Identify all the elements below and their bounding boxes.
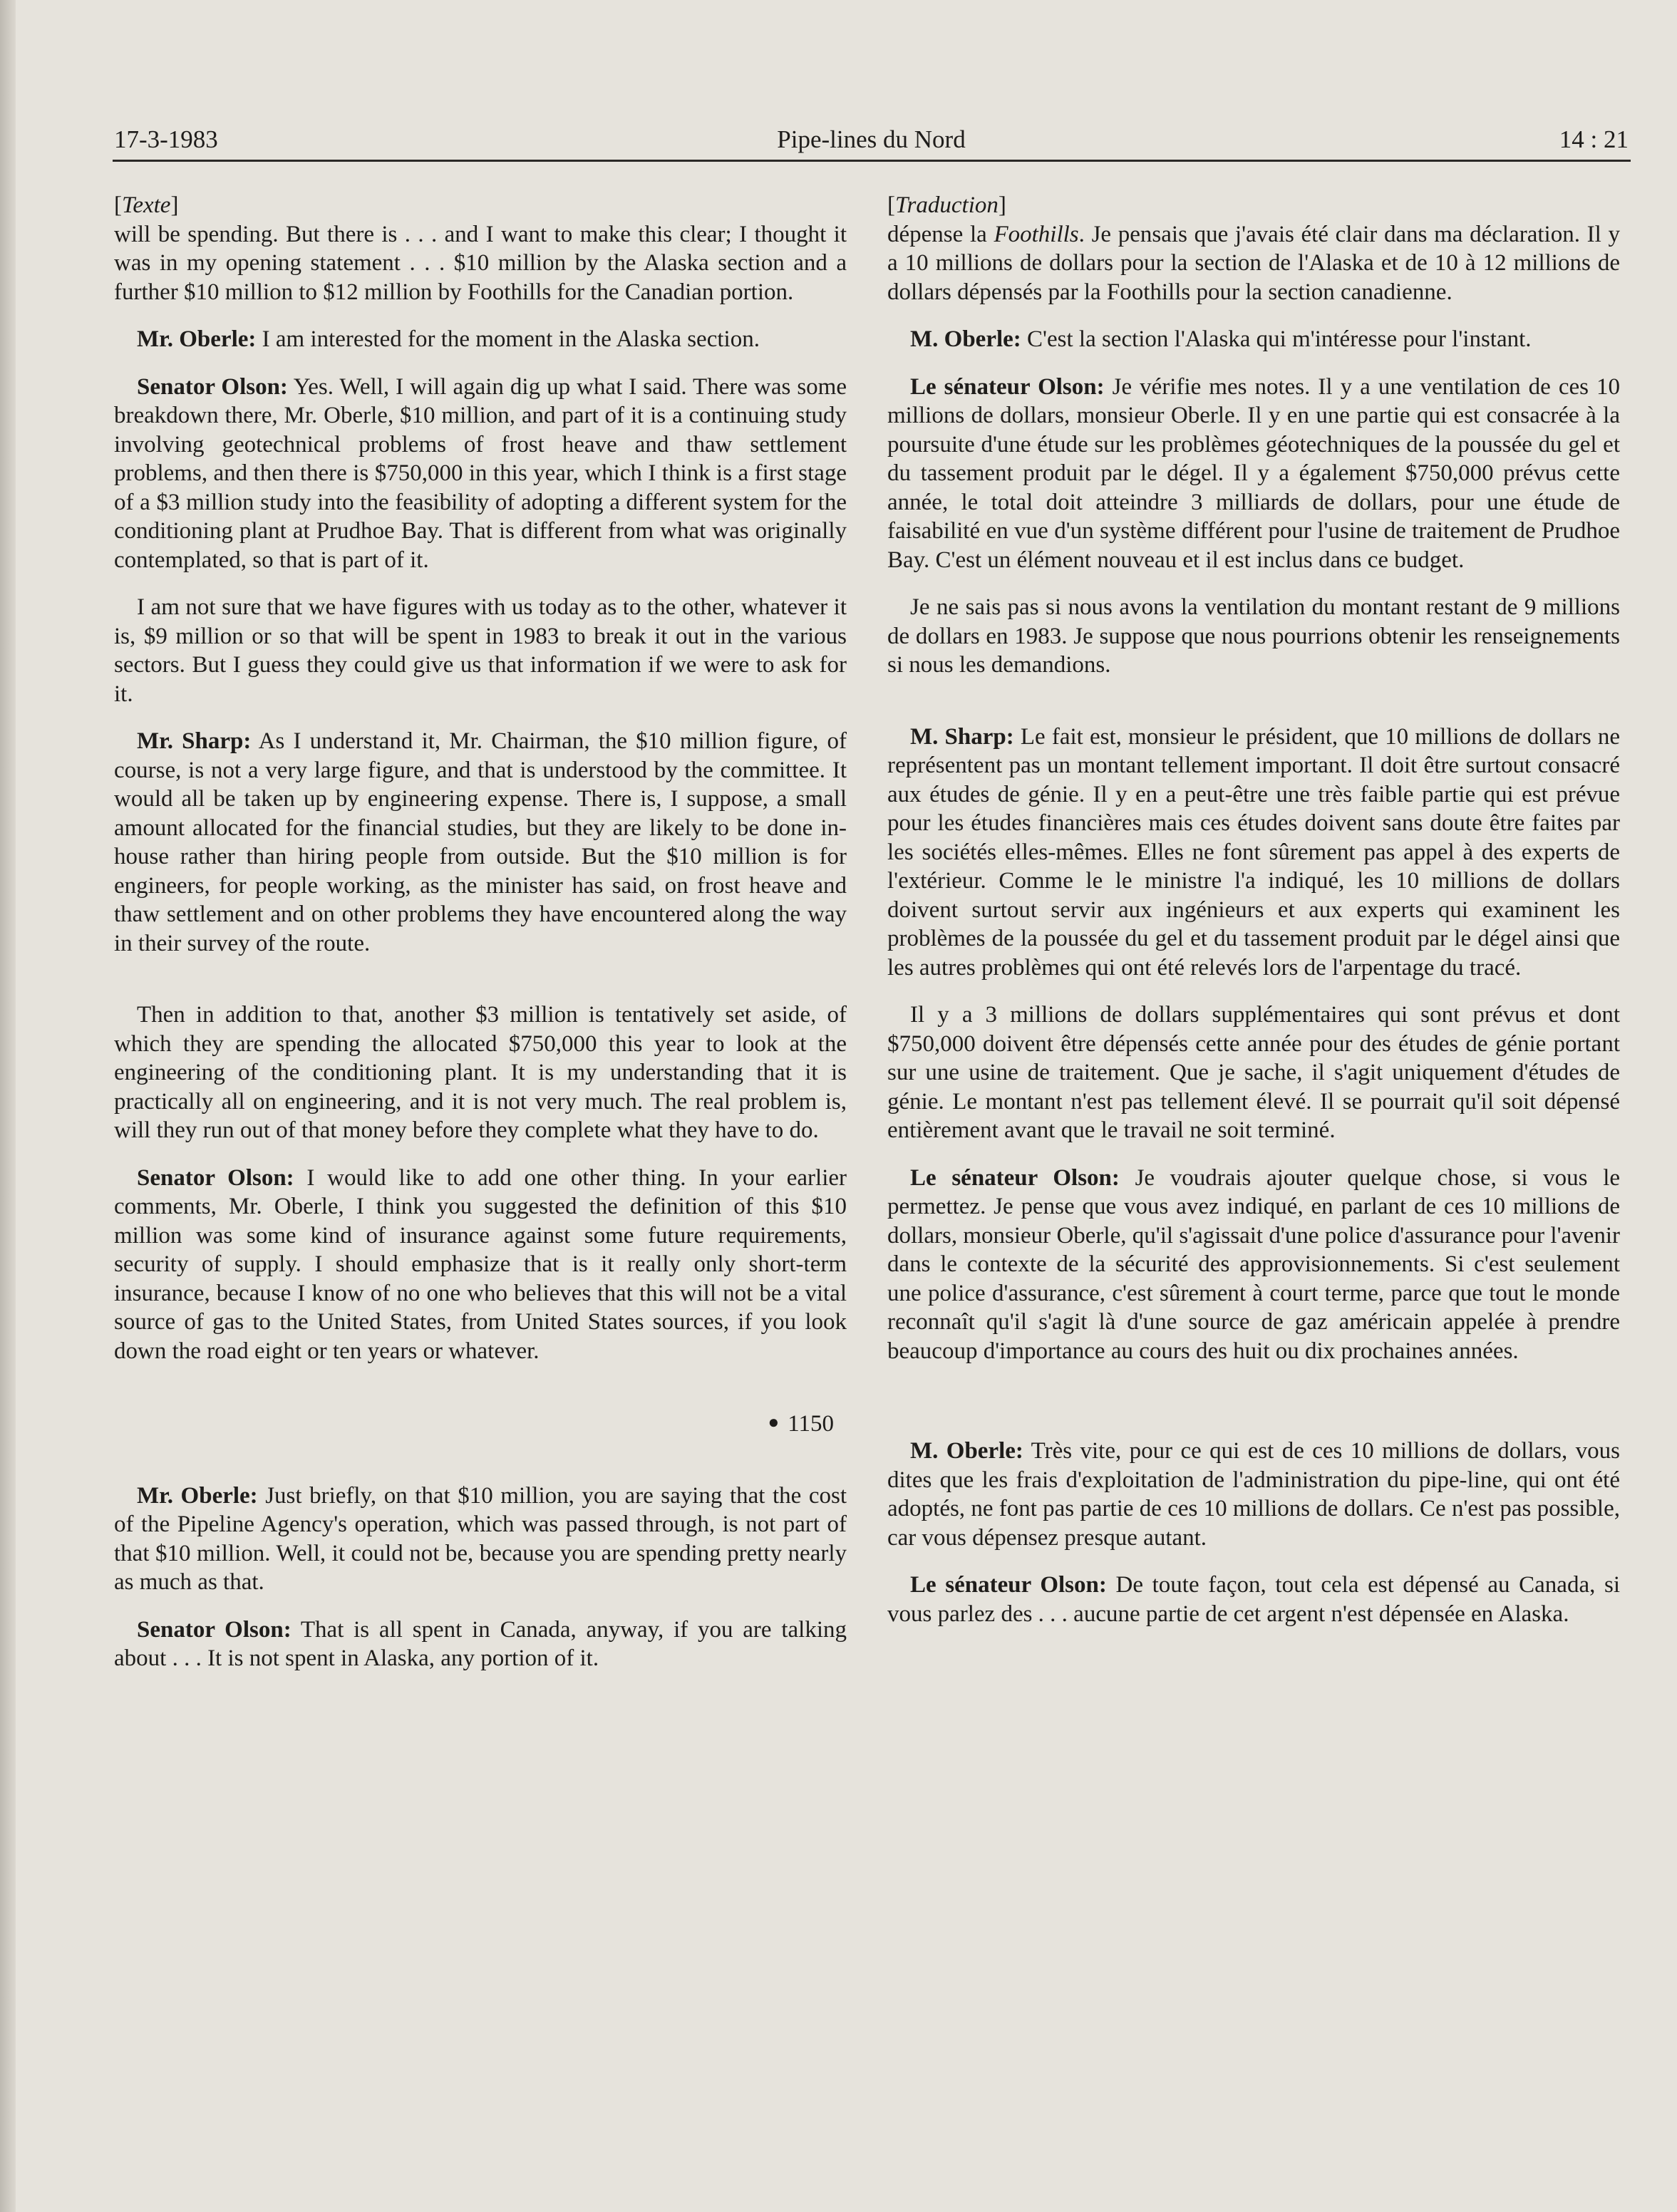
paragraph: I am not sure that we have figures with us today as to the other, whatever it is, $9 million or so that will be spent in 1983 to break it out in the various sectors. But I guess they could give us that information if we were to ask for it. (114, 594, 847, 707)
english-column (114, 191, 847, 1673)
paragraph: M. Oberle: C'est la section l'Alaska qui m'intéresse pour l'instant. (910, 326, 1532, 352)
speaker-name: Mr. Oberle: (137, 326, 257, 352)
time-marker: ● 1150 (768, 1411, 834, 1437)
header-page-number: 14 : 21 (1559, 125, 1629, 153)
paragraph: Senator Olson: That is all spent in Canada, anyway, if you are talking about . . . It is not spent in Alaska, any portion of it. (114, 1616, 847, 1671)
page-binding-shadow (0, 0, 16, 2212)
speaker-name: M. Oberle: (910, 1438, 1023, 1464)
bullet-icon: ● (768, 1412, 780, 1432)
paragraph: Senator Olson: Yes. Well, I will again dig up what I said. There was some breakdown there, Mr. Oberle, $10 million, and part of it is a continuing study involving geotechnical problems of frost heave and thaw settlement problems, and then there is $750,000 in this year, which I think is a first stage of a $3 million study into the feasibility of adopting a different system for the conditioning plant at Prudhoe Bay. That is different from what was originally contemplated, so that is part of it. (114, 373, 847, 573)
paragraph: will be spending. But there is . . . and I want to make this clear; I thought it was in my opening statement . . . $10 million by the Alaska section and a further $10 million to $12 million by Foothills for the Canadian portion. (114, 221, 847, 305)
section-marker-traduction: [Traduction] (887, 192, 1006, 218)
french-column (887, 191, 1620, 1628)
paragraph: Then in addition to that, another $3 million is tentatively set aside, of which they are spending the allocated $750,000 this year to look at the engineering of the conditioning plant. It is my understanding that it is practically all on engineering, and it is not very much. The real problem is, will they run out of that money before they complete what they have to do. (114, 1002, 847, 1143)
page-header (114, 123, 1629, 157)
paragraph: Le sénateur Olson: Je vérifie mes notes. Il y a une ventilation de ces 10 millions de dollars, monsieur Oberle. Il y en une partie qui est consacrée à la poursuite d'une étude sur les problèmes géotechniques de la poussée du gel et du tassement produit par le dégel. Il y a également $750,000 prévus cette année, le total doit atteindre 3 milliards de dollars, pour une étude de faisabilité en vue d'un système différent pour l'usine de traitement de Prudhoe Bay. C'est un élément nouveau et il est inclus dans ce budget. (887, 373, 1620, 573)
paragraph: dépense la Foothills. Je pensais que j'avais été clair dans ma déclaration. Il y a 10 millions de dollars pour la section de l'Alaska et de 10 à 12 millions de dollars dépensés par la Foothills pour la section canadienne. (887, 221, 1620, 305)
paragraph: Senator Olson: I would like to add one other thing. In your earlier comments, Mr. Oberle, I think you suggested the definition of this $10 million was some kind of insurance against some future requirements, security of supply. I should emphasize that is it really only short-term insurance, because I know of no one who believes that this will not be a vital source of gas to the United States, from United States sources, if you look down the road eight or ten years or whatever. (114, 1164, 847, 1364)
speaker-name: Le sénateur Olson: (910, 1164, 1120, 1191)
speaker-name: Le sénateur Olson: (910, 373, 1105, 400)
paragraph: Mr. Oberle: I am interested for the moment in the Alaska section. (137, 326, 760, 352)
speaker-name: M. Sharp: (910, 723, 1014, 750)
speaker-name: Mr. Oberle: (137, 1482, 258, 1509)
speaker-name: Senator Olson: (137, 1164, 294, 1191)
header-rule (113, 160, 1631, 162)
section-marker-texte: [Texte] (114, 192, 179, 218)
paragraph: M. Sharp: Le fait est, monsieur le président, que 10 millions de dollars ne représentent pas un montant tellement important. Il doit être surtout consacré aux études de génie. Il y en a peut-être une très faible partie qui est prévue pour les études financières mais ces études doivent sans doute être faites par les sociétés elles-mêmes. Elles ne font sûrement pas appel à des experts de l'extérieur. Comme le le ministre l'a indiqué, les 10 millions de dollars doivent surtout servir aux ingénieurs et aux experts qui examinent les problèmes de la poussée du gel et du tassement produit par le dégel ainsi que les autres problèmes qui ont été relevés lors de l'arpentage du tracé. (887, 723, 1620, 981)
paragraph: Mr. Sharp: As I understand it, Mr. Chairman, the $10 million figure, of course, is not a very large figure, and that is understood by the committee. It would all be taken up by engineering expense. There is, I suppose, a small amount allocated for the financial studies, but they are likely to be done in-house rather than hiring people from outside. But the $10 million is for engineers, for people working, as the minister has said, on frost heave and thaw settlement and on other problems they have encountered along the way in their survey of the route. (114, 728, 847, 956)
speaker-name: Mr. Sharp: (137, 728, 252, 754)
speaker-name: M. Oberle: (910, 326, 1021, 352)
header-date: 17-3-1983 (114, 125, 218, 153)
paragraph: Je ne sais pas si nous avons la ventilation du montant restant de 9 millions de dollars en 1983. Je suppose que nous pourrions obtenir les renseignements si nous les demandions. (887, 594, 1620, 678)
header-title: Pipe-lines du Nord (777, 125, 966, 153)
speaker-name: Senator Olson: (137, 1616, 291, 1643)
paragraph: Le sénateur Olson: Je voudrais ajouter quelque chose, si vous le permettez. Je pense que vous avez indiqué, en parlant de ces 10 millions de dollars, monsieur Oberle, qu'il s'agissait d'une police d'assurance pour l'avenir dans le contexte de la sécurité des approvisionnements. Si c'est seulement une police d'assurance, c'est sûrement à court terme, parce que tout le monde reconnaît qu'il s'agit là d'une source de gaz américain appelée à prendre beaucoup d'importance au cours des huit ou dix prochaines années. (887, 1164, 1621, 1364)
speaker-name: Senator Olson: (137, 373, 288, 400)
paragraph: M. Oberle: Très vite, pour ce qui est de ces 10 millions de dollars, vous dites que les frais d'exploitation de l'administration du pipe-line, qui ont été adoptés, ne font pas partie de ces 10 millions de dollars. Ce n'est pas possible, car vous dépensez presque autant. (887, 1438, 1620, 1551)
speaker-name: Le sénateur Olson: (910, 1572, 1107, 1598)
paragraph: Mr. Oberle: Just briefly, on that $10 million, you are saying that the cost of the Pipeline Agency's operation, which was passed through, is not part of that $10 million. Well, it could not be, because you are spending pretty nearly as much as that. (114, 1482, 847, 1595)
paragraph: Le sénateur Olson: De toute façon, tout cela est dépensé au Canada, si vous parlez des . . . aucune partie de cet argent n'est dépensée en Alaska. (887, 1572, 1620, 1627)
paragraph: Il y a 3 millions de dollars supplémentaires qui sont prévus et dont $750,000 doivent être dépensés cette année pour des études de génie portant sur une usine de traitement. Que je sache, il s'agit uniquement d'études de génie. Le montant n'est pas tellement élevé. Il se pourrait qu'il soit dépensé entièrement avant que le travail ne soit terminé. (887, 1002, 1620, 1143)
